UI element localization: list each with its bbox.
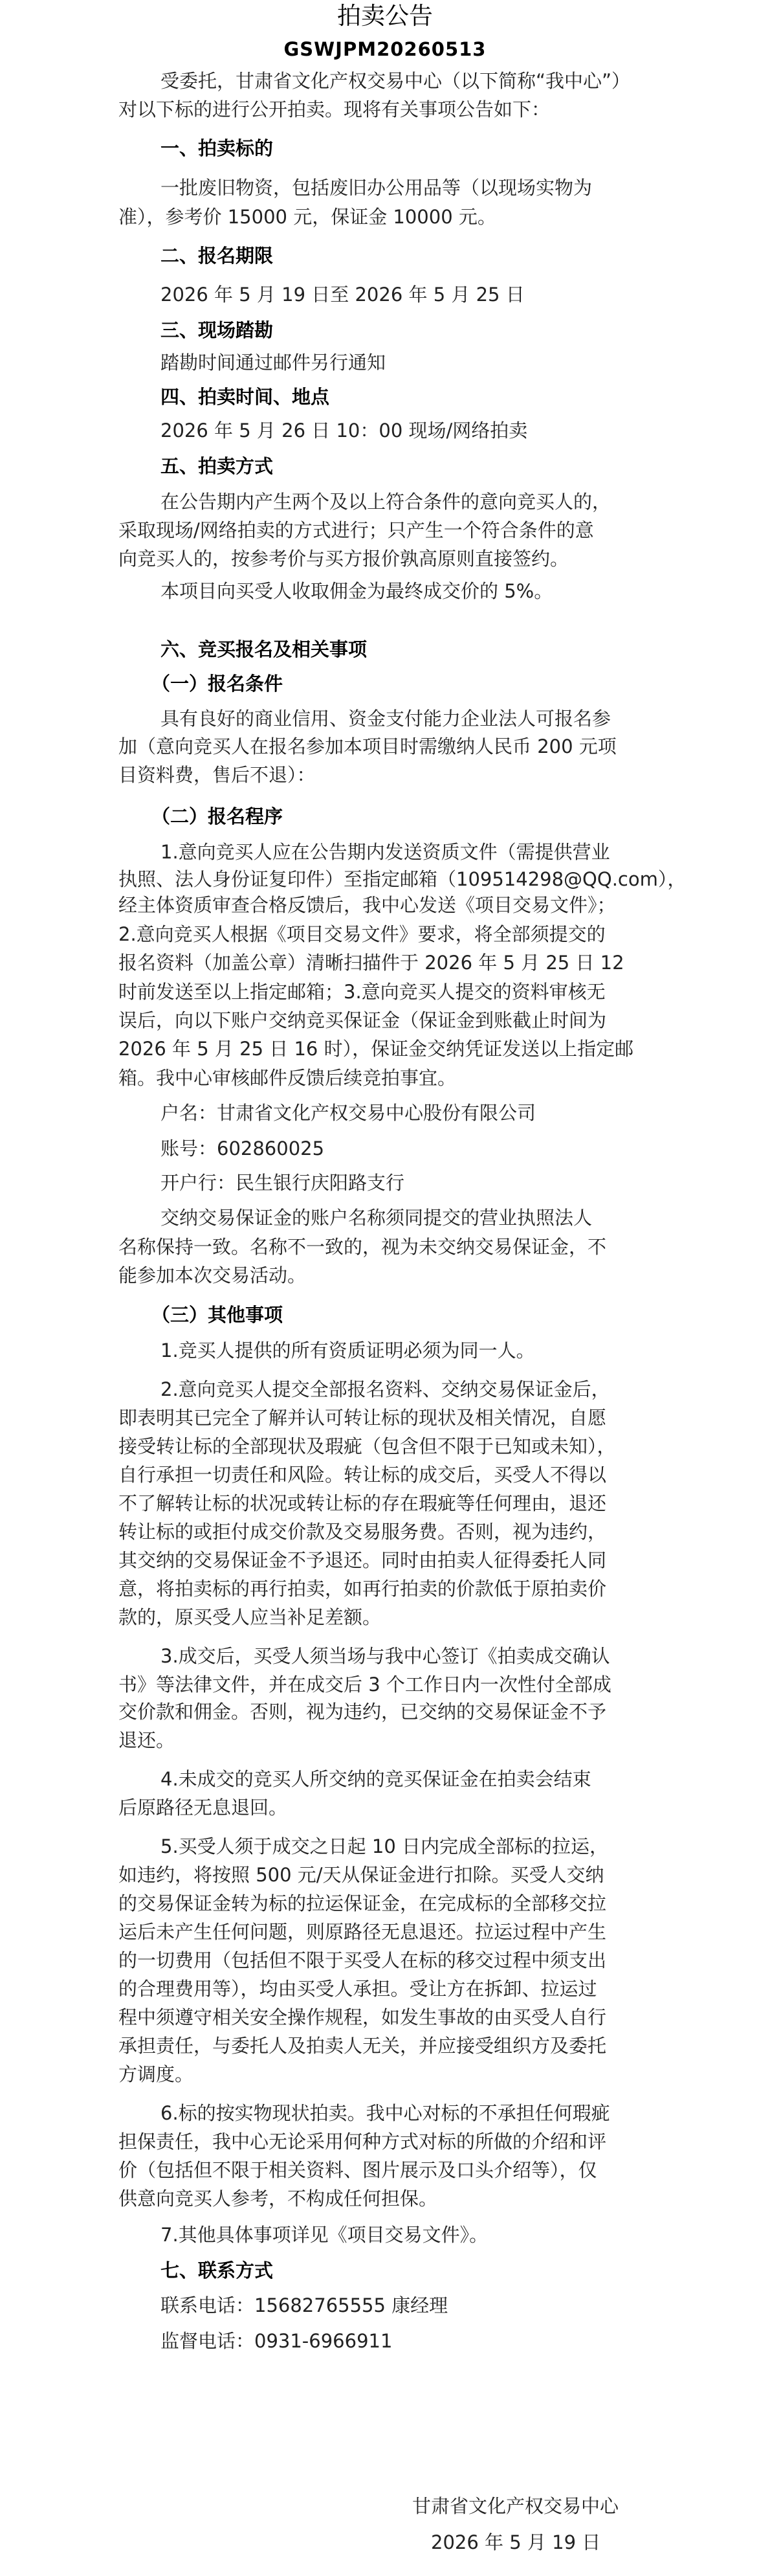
matter-6-line: 价（包括但不限于相关资料、图片展示及口头介绍等），仅: [118, 2159, 597, 2181]
bank-name: 开户行：民生银行庆阳路支行: [160, 1172, 405, 1194]
page-title: 拍卖公告: [337, 2, 433, 30]
matter-2-line: 其交纳的交易保证金不予退还。同时由拍卖人征得委托人同: [118, 1549, 607, 1571]
matter-5-line: 运后未产生任何问题，则原路径无息退还。拉运过程中产生: [118, 1921, 607, 1943]
matter-2-line: 不了解转让标的状况或转让标的存在瑕疵等任何理由，退还: [118, 1492, 607, 1514]
matter-7: 7.其他具体事项详见《项目交易文件》。: [160, 2224, 489, 2246]
matter-2-line: 2.意向竞买人提交全部报名资料、交纳交易保证金后，: [160, 1378, 610, 1400]
matter-2-line: 接受转让标的全部现状及瑕疵（包含但不限于已知或未知），: [118, 1435, 616, 1457]
section-heading-contact: 七、联系方式: [160, 2259, 274, 2281]
auction-time-place: 2026 年 5 月 26 日 10：00 现场/网络拍卖: [160, 420, 528, 442]
procedure-line: 报名资料（加盖公章）清晰扫描件于 2026 年 5 月 25 日 12: [118, 952, 624, 974]
account-note-line: 名称保持一致。名称不一致的，视为未交纳交易保证金，不: [118, 1236, 607, 1258]
matter-5-line: 5.买受人须于成交之日起 10 日内完成全部标的拉运，: [160, 1835, 609, 1857]
matter-4-line: 后原路径无息退回。: [118, 1797, 288, 1819]
signature-date: 2026 年 5 月 19 日: [431, 2531, 601, 2553]
matter-6-line: 供意向竞买人参考，不构成任何担保。: [118, 2188, 438, 2210]
matter-5-line: 程中须遵守相关安全操作规程，如发生事故的由买受人自行: [118, 2006, 607, 2028]
eligibility-line: 目资料费，售后不退）：: [118, 764, 316, 786]
matter-5-line: 承担责任，与委托人及拍卖人无关，并应接受组织方及委托: [118, 2035, 607, 2057]
subheading-procedure: （二）报名程序: [151, 805, 283, 827]
matter-5-line: 的一切费用（包括但不限于买受人在标的移交过程中须支出: [118, 1949, 607, 1971]
matter-5-line: 方调度。: [118, 2063, 194, 2085]
lot-description-line: 一批废旧物资，包括废旧办公用品等（以现场实物为: [160, 177, 593, 199]
account-name: 户名：甘肃省文化产权交易中心股份有限公司: [160, 1102, 536, 1124]
section-heading-site-survey: 三、现场踏勘: [160, 319, 274, 341]
eligibility-line: 加（意向竞买人在报名参加本项目时需缴纳人民币 200 元项: [118, 735, 617, 757]
procedure-line: 执照、法人身份证复印件）至指定邮箱（109514298@QQ.com），: [118, 868, 687, 890]
matter-5-line: 如违约，将按照 500 元/天从保证金进行扣除。买受人交纳: [118, 1864, 604, 1886]
matter-3-line: 退还。: [118, 1729, 175, 1751]
matter-5-line: 的合理费用等），均由买受人承担。受让方在拆卸、拉运过: [118, 1978, 597, 2000]
matter-2-line: 自行承担一切责任和风险。转让标的成交后，买受人不得以: [118, 1464, 607, 1486]
site-survey-note: 踏勘时间通过邮件另行通知: [160, 352, 386, 374]
account-number: 账号：602860025: [160, 1137, 325, 1159]
section-heading-registration-period: 二、报名期限: [160, 245, 274, 267]
method-line: 采取现场/网络拍卖的方式进行；只产生一个符合条件的意: [118, 519, 594, 541]
matter-2-line: 即表明其已完全了解并认可转让标的现状及相关情况，自愿: [118, 1407, 607, 1429]
procedure-line: 经主体资质审查合格反馈后，我中心发送《项目交易文件》；: [118, 894, 616, 916]
matter-2-line: 意，将拍卖标的再行拍卖，如再行拍卖的价款低于原拍卖价: [118, 1578, 607, 1600]
matter-3-line: 交价款和佣金。否则，视为违约，已交纳的交易保证金不予: [118, 1701, 607, 1723]
matter-6-line: 6.标的按实物现状拍卖。我中心对标的不承担任何瑕疵: [160, 2102, 610, 2124]
signature-org: 甘肃省文化产权交易中心: [412, 2495, 619, 2517]
supervision-phone: 监督电话：0931-6966911: [160, 2330, 393, 2352]
matter-3-line: 书》等法律文件，并在成交后 3 个工作日内一次性付全部成: [118, 1674, 611, 1696]
intro-line: 受委托，甘肃省文化产权交易中心（以下简称“我中心”）: [160, 70, 631, 92]
intro-line: 对以下标的进行公开拍卖。现将有关事项公告如下：: [118, 98, 551, 120]
lot-description-line: 准），参考价 15000 元，保证金 10000 元。: [118, 206, 496, 228]
section-heading-auction-time: 四、拍卖时间、地点: [160, 386, 330, 408]
account-note-line: 交纳交易保证金的账户名称须同提交的营业执照法人: [160, 1207, 593, 1229]
contact-phone: 联系电话：15682765555 康经理: [160, 2294, 448, 2316]
procedure-line: 箱。我中心审核邮件反馈后续竞拍事宜。: [118, 1067, 457, 1089]
matter-4-line: 4.未成交的竞买人所交纳的竞买保证金在拍卖会结束: [160, 1768, 591, 1790]
commission-note: 本项目向买受人收取佣金为最终成交价的 5%。: [160, 580, 553, 602]
matter-6-line: 担保责任，我中心无论采用何种方式对标的所做的介绍和评: [118, 2131, 607, 2153]
procedure-line: 1.意向竞买人应在公告期内发送资质文件（需提供营业: [160, 841, 610, 863]
procedure-line: 时前发送至以上指定邮箱；3.意向竞买人提交的资料审核无: [118, 981, 606, 1003]
procedure-line: 误后，向以下账户交纳竞买保证金（保证金到账截止时间为: [118, 1009, 607, 1031]
section-heading-bidding: 六、竞买报名及相关事项: [160, 638, 368, 660]
matter-3-line: 3.成交后，买受人须当场与我中心签订《拍卖成交确认: [160, 1645, 610, 1667]
registration-period: 2026 年 5 月 19 日至 2026 年 5 月 25 日: [160, 284, 525, 306]
matter-1: 1.竞买人提供的所有资质证明必须为同一人。: [160, 1339, 535, 1361]
matter-5-line: 的交易保证金转为标的拉运保证金，在完成标的全部移交拉: [118, 1892, 607, 1914]
account-note-line: 能参加本次交易活动。: [118, 1264, 307, 1286]
eligibility-line: 具有良好的商业信用、资金支付能力企业法人可报名参: [160, 708, 611, 730]
procedure-line: 2.意向竞买人根据《项目交易文件》要求，将全部须提交的: [118, 923, 606, 945]
matter-2-line: 款的，原买受人应当补足差额。: [118, 1606, 382, 1628]
section-heading-auction-method: 五、拍卖方式: [160, 455, 274, 477]
matter-2-line: 转让标的或拒付成交价款及交易服务费。否则，视为违约，: [118, 1521, 607, 1543]
procedure-line: 2026 年 5 月 25 日 16 时），保证金交纳凭证发送以上指定邮: [118, 1038, 634, 1060]
subheading-other-matters: （三）其他事项: [151, 1304, 283, 1326]
announcement-code: GSWJPM20260513: [283, 38, 487, 60]
method-line: 向竞买人的，按参考价与买方报价孰高原则直接签约。: [118, 548, 569, 570]
section-heading-lot: 一、拍卖标的: [160, 137, 274, 159]
subheading-eligibility: （一）报名条件: [151, 673, 283, 695]
method-line: 在公告期内产生两个及以上符合条件的意向竞买人的，: [160, 491, 611, 513]
